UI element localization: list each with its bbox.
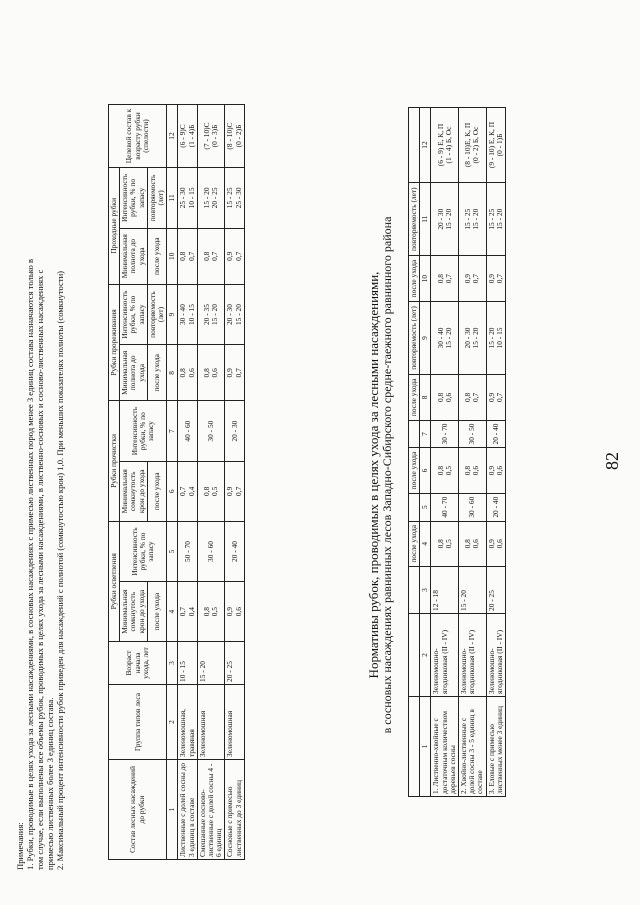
row-composition: 3. Еловые с примесью лиственных менее 3 единиц xyxy=(486,697,505,797)
table-cell: 0,9 0,7 xyxy=(486,256,505,301)
table-cell: 1 xyxy=(167,760,178,860)
table-cell: 0,9 0,7 xyxy=(486,375,505,420)
header-group: Группа типов леса xyxy=(109,685,167,760)
page-number: 82 xyxy=(602,452,622,470)
table-cell: 0,8 0,7 xyxy=(178,228,197,284)
table-cell: 0,7 0,4 xyxy=(178,461,197,521)
table-cell: 0,9 0,7 xyxy=(225,461,244,521)
table-cell: 20 - 30 15 - 20 xyxy=(459,301,487,374)
table-cell: 1 xyxy=(420,697,431,797)
table-cell: 12 - 18 xyxy=(431,567,459,614)
table-cell: 0,8 0,5 xyxy=(197,582,225,642)
header-cell xyxy=(409,420,420,448)
table-cell: 2 xyxy=(167,685,178,760)
table-cell: 6 xyxy=(420,448,431,493)
notes-title: Примечания: xyxy=(15,822,25,870)
table-cell: 4 xyxy=(420,521,431,566)
table-cell: 20 - 25 xyxy=(486,567,505,614)
table-cell: 15 - 20 10 - 15 xyxy=(486,301,505,374)
table-cell: 5 xyxy=(420,493,431,521)
table-cell: 8 xyxy=(167,345,178,401)
table-cell: 6 xyxy=(167,461,178,521)
table-cell: 15 - 20 xyxy=(459,567,487,614)
header-intensity: Интенсивность рубки, % по запасу xyxy=(120,168,148,229)
table-cell: 10 xyxy=(167,228,178,284)
row-composition: Смешанные сосново-лиственные с долей сосны 4 - 6 единиц xyxy=(197,760,225,860)
table-cell: 0,8 0,7 xyxy=(197,228,225,284)
table-row xyxy=(420,108,431,797)
table-cell: (8 - 10)С (0 - 2)Б xyxy=(225,105,244,168)
table-cell: 0,9 0,6 xyxy=(486,448,505,493)
table-title: Нормативы рубок, проводимых в целях ухода за лесными насаждениями, xyxy=(366,271,381,679)
table-cell xyxy=(409,567,420,614)
table-cell: Зеленомошная xyxy=(225,685,244,760)
table-cell: 0,8 0,6 xyxy=(431,375,459,420)
table-cell: 15 - 25 25 - 30 xyxy=(225,168,244,229)
row-composition: Лиственные с долей сосны до 3 единиц в составе xyxy=(178,760,197,860)
table-row xyxy=(486,108,505,797)
table-cell: 0,7 0,4 xyxy=(178,582,197,642)
table-cell: 4 xyxy=(167,582,178,642)
table-cell: 0,8 0,5 xyxy=(431,448,459,493)
table-cell: 3 xyxy=(167,642,178,685)
table-row xyxy=(409,108,420,797)
table-cell xyxy=(409,697,420,797)
header-repeat: повторяемость (лет) xyxy=(147,168,166,229)
table-cell: 9 xyxy=(167,284,178,345)
header-prorezhivanie: Рубки прореживания xyxy=(109,284,120,401)
table-cell: 40 - 60 xyxy=(178,401,197,462)
table-row xyxy=(109,105,120,860)
table-cell: 15 - 25 15 - 20 xyxy=(486,183,505,256)
table-cell: 0,8 0,5 xyxy=(197,461,225,521)
header-cell: после ухода xyxy=(409,448,420,493)
header-intensity: Интенсивность рубки, % по запасу xyxy=(120,401,167,462)
note-line: 2. Максимальный процент интенсивности рубок приведен для насаждений с полнотой (сомкнутостью крон) 1,0. При меньших показателях полноты (сомкнутости) xyxy=(55,270,65,870)
table-cell: 0,8 0,5 xyxy=(431,521,459,566)
table-cell: 11 xyxy=(420,183,431,256)
table-cell: (8 - 10)Е, К, П (0 - 2) Б, Ос xyxy=(459,108,487,183)
header-cell xyxy=(409,493,420,521)
table-row xyxy=(431,108,459,797)
table-cell xyxy=(409,614,420,697)
table-cell: 30 - 40 15 - 20 xyxy=(431,301,459,374)
table-cell: 0,8 0,6 xyxy=(459,448,487,493)
header-cell: повторяемость (лет) xyxy=(409,183,420,256)
table-cell: 30 - 50 xyxy=(459,420,487,448)
table-cell: 0,9 0,6 xyxy=(225,582,244,642)
table-cell: 12 xyxy=(167,105,178,168)
spruce-norms-table xyxy=(408,107,506,797)
table-cell: Зеленомошно-ягодниковая (II - IV) xyxy=(459,614,487,697)
table-row xyxy=(167,105,178,860)
table-cell: 2 xyxy=(420,614,431,697)
header-after: после ухода xyxy=(147,345,166,401)
table-cell: 0,9 0,7 xyxy=(225,345,244,401)
table-cell: (9 - 10) Е, К, П (0 - 1)Б xyxy=(486,108,505,183)
table-cell: 0,8 0,6 xyxy=(459,521,487,566)
table-cell: 50 - 70 xyxy=(178,521,197,582)
table-cell: 15 - 20 20 - 25 xyxy=(197,168,225,229)
table-cell: 5 xyxy=(167,521,178,582)
note-line: том случае, если выполнены все объемы рубок, проводимых в целях ухода за лесными насаждениями, в лиственно-сосновых и сосново-лиственных насаждениях с xyxy=(35,269,45,870)
table-cell: 20 - 30 15 - 20 xyxy=(225,284,244,345)
header-prochistka: Рубки прочистки xyxy=(109,401,120,521)
table-cell: 40 - 70 xyxy=(431,493,459,521)
table-cell: 11 xyxy=(167,168,178,229)
table-cell: 15 - 20 xyxy=(197,642,225,685)
row-composition: Сосновые с примесью лиственных до 3 единиц xyxy=(225,760,244,860)
table-cell: 20 - 30 15 - 20 xyxy=(431,183,459,256)
header-after: после ухода xyxy=(147,228,166,284)
table-row xyxy=(459,108,487,797)
header-prohodnye: Проходные рубки xyxy=(109,168,120,285)
table-cell: 20 - 40 xyxy=(225,521,244,582)
header-target: Целевой состав к возрасту рубки (спелости) xyxy=(109,105,167,168)
table-cell: 20 - 30 xyxy=(225,401,244,462)
header-repeat: повторяемость (лет) xyxy=(147,284,166,345)
header-intensity: Интенсивность рубки, % по запасу xyxy=(120,284,148,345)
table-row xyxy=(225,105,244,860)
table-cell: Зеленомошная, травяная xyxy=(178,685,197,760)
header-after: после ухода xyxy=(147,461,166,521)
note-line: примесью лиственных более 3 единиц состава. xyxy=(45,697,55,870)
table-cell: 20 - 40 xyxy=(486,420,505,448)
table-cell: 0,8 0,7 xyxy=(459,375,487,420)
table-cell: 15 - 25 15 - 20 xyxy=(459,183,487,256)
table-cell: 30 - 60 xyxy=(459,493,487,521)
header-min-density: Минимальная полнота до ухода xyxy=(120,345,148,401)
table-cell: 30 - 40 10 - 15 xyxy=(178,284,197,345)
header-cell: после ухода xyxy=(409,256,420,301)
row-composition: 1. Лиственно-хвойные с достаточным количеством деревьев сосны xyxy=(431,697,459,797)
table-row xyxy=(197,105,225,860)
header-cell: после ухода xyxy=(409,521,420,566)
table-cell: 12 xyxy=(420,108,431,183)
table-cell: 9 xyxy=(420,301,431,374)
header-age: Возраст начала ухода, лет xyxy=(109,642,167,685)
table-subtitle: в сосновых насаждениях равнинных лесов Западно-Сибирского средне-таежного равнинного района xyxy=(380,216,394,734)
table-cell: 3 xyxy=(420,567,431,614)
row-composition: 2. Хвойно-лиственные с долей сосны 3 - 5 единиц в составе xyxy=(459,697,487,797)
table-cell: 30 - 50 xyxy=(197,401,225,462)
header-cell: после ухода xyxy=(409,375,420,420)
table-cell: 30 - 70 xyxy=(431,420,459,448)
header-intensity: Интенсивность рубки, % по запасу xyxy=(120,521,167,582)
header-min-closure: Минимальная сомкнутость крон до ухода xyxy=(120,461,148,521)
table-cell: Зеленомошно-ягодниковая (II - IV) xyxy=(486,614,505,697)
table-cell: 0,8 0,6 xyxy=(197,345,225,401)
header-after: после ухода xyxy=(147,582,166,642)
header-cell: повторяемость (лет) xyxy=(409,301,420,374)
header-min-closure: Минимальная сомкнутость крон до ухода xyxy=(120,582,148,642)
table-cell: 20 - 35 15 - 20 xyxy=(197,284,225,345)
table-cell: 0,8 0,7 xyxy=(431,256,459,301)
header-osvetlenie: Рубки осветления xyxy=(109,521,120,641)
table-cell: 0,8 0,6 xyxy=(178,345,197,401)
table-cell xyxy=(409,108,420,183)
table-cell: (6 - 9)С (1 - 4)Б xyxy=(178,105,197,168)
table-cell: 0,9 0,7 xyxy=(225,228,244,284)
pine-norms-table xyxy=(108,104,245,860)
table-cell: Зеленомошно-ягодниковая (II - IV) xyxy=(431,614,459,697)
table-cell: 10 - 15 xyxy=(178,642,197,685)
table-cell: 30 - 60 xyxy=(197,521,225,582)
table-row xyxy=(178,105,197,860)
table-cell: Зеленомошная xyxy=(197,685,225,760)
table-cell: 25 - 30 10 - 15 xyxy=(178,168,197,229)
table-cell: 8 xyxy=(420,375,431,420)
header-min-density: Минимальная полнота до ухода xyxy=(120,228,148,284)
notes xyxy=(15,40,65,870)
table-cell: 7 xyxy=(420,420,431,448)
table-cell: 0,9 0,6 xyxy=(486,521,505,566)
note-line: 1. Рубки, проводимые в целях ухода за лесными насаждениями, в сосновых насаждениях с примесью лиственных пород менее 3 единиц состава назначаются только в xyxy=(25,258,35,870)
header-composition: Состав лесных насаждений до рубки xyxy=(109,760,167,860)
table-cell: 0,9 0,7 xyxy=(459,256,487,301)
table-cell: (7 - 10)С (0 - 3)Б xyxy=(197,105,225,168)
table-cell: 20 - 40 xyxy=(486,493,505,521)
table-cell: 20 - 25 xyxy=(225,642,244,685)
table-cell: 10 xyxy=(420,256,431,301)
table-cell: (6 - 9) Е, К, П (1 - 4) Б, Ос xyxy=(431,108,459,183)
table-cell: 7 xyxy=(167,401,178,462)
